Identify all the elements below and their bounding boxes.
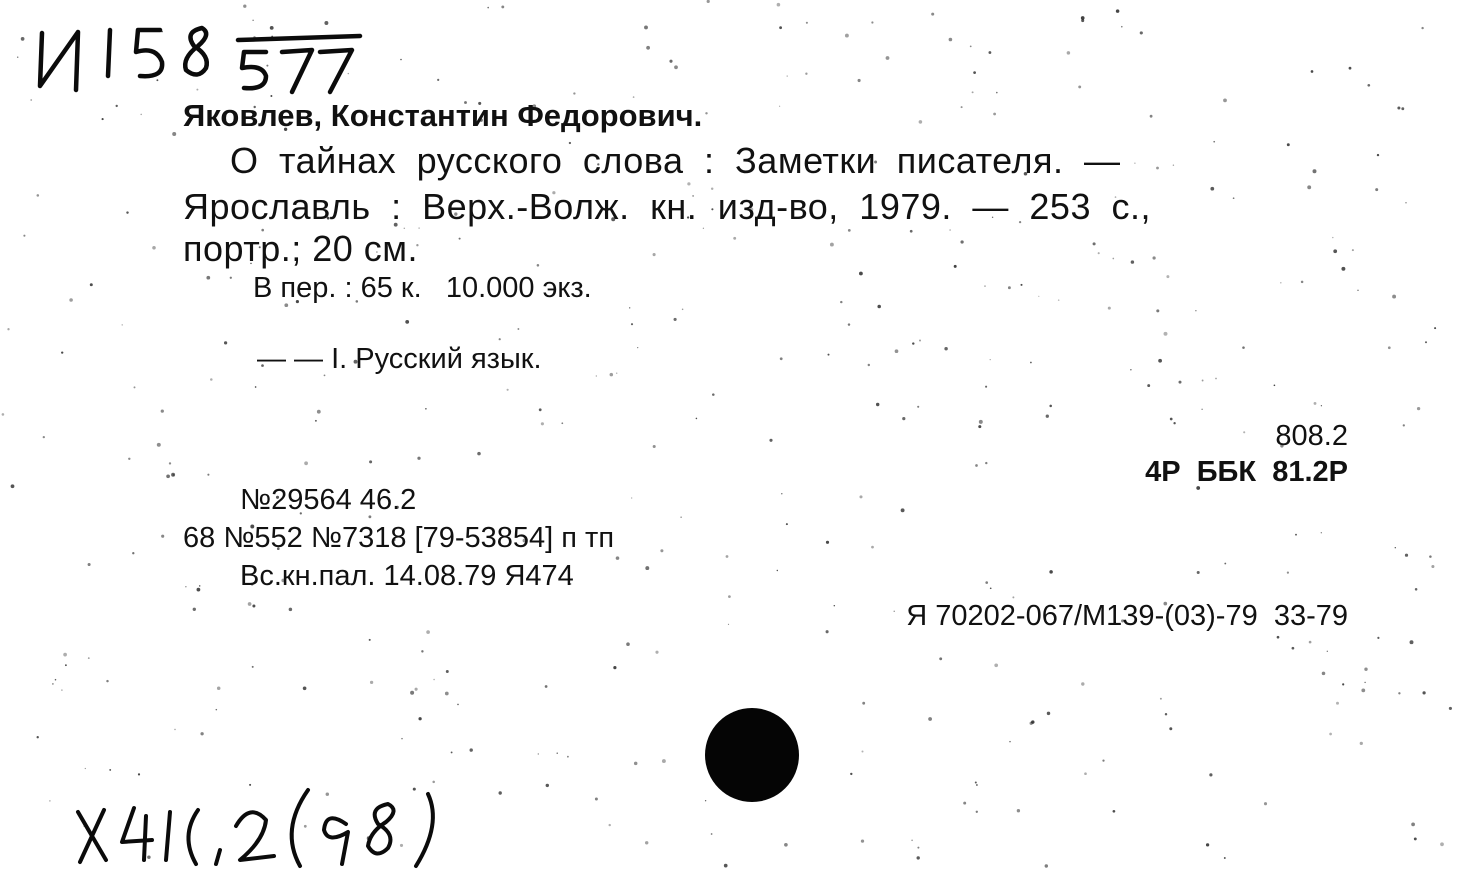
price-line: В пер. : 65 к. 10.000 экз. [253, 272, 592, 304]
handwritten-bottom-code [70, 780, 460, 870]
title-line-2: Ярославль : Верх.-Волж. кн. изд-во, 1979. — 253 с., [183, 186, 1151, 227]
author-heading: Яковлев, Константин Федорович. [183, 98, 703, 133]
bbk-index: 4Р ББК 81.2Р [1145, 456, 1348, 488]
footer-line-4: Я 70202-067/М139-(03)-79 33-79 [906, 600, 1348, 632]
udc-index: 808.2 [1275, 420, 1348, 452]
footer-line-2: 68 №552 №7318 [79-53854] п тп [183, 522, 615, 554]
subject-heading: — — I. Русский язык. [257, 343, 542, 375]
card-punch-hole [705, 708, 799, 802]
title-line-3: портр.; 20 см. [183, 228, 419, 269]
footer-line-1: №29564 46.2 [240, 484, 417, 516]
title-line-1: О тайнах русского слова : Заметки писателя. — [230, 140, 1121, 181]
footer-line-3: Вс.кн.пал. 14.08.79 Я474 [240, 560, 574, 592]
handwritten-shelf-number [30, 18, 390, 98]
